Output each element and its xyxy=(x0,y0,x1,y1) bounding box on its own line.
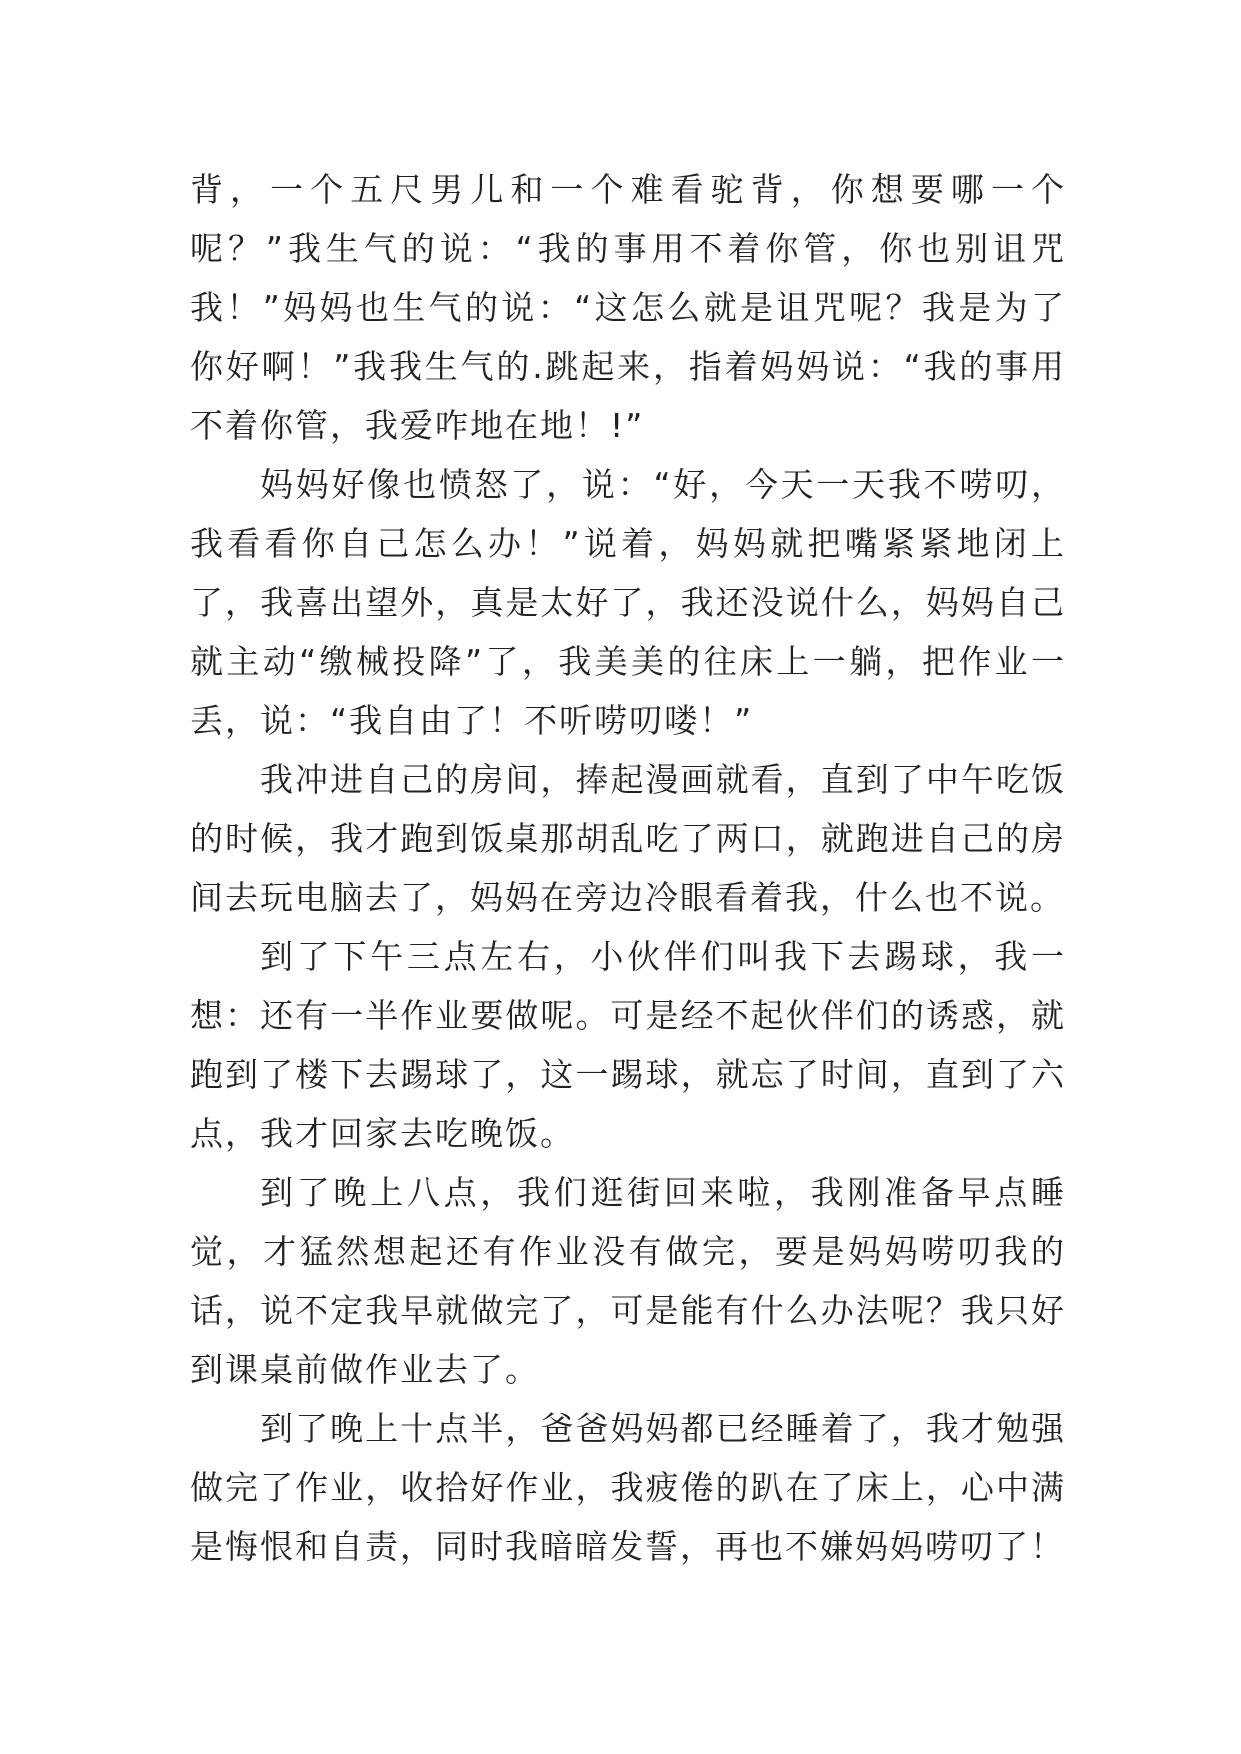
paragraph-3: 我冲进自己的房间，捧起漫画就看，直到了中午吃饭的时候，我才跑到饭桌那胡乱吃了两口，就跑进自己的房间去玩电脑去了，妈妈在旁边冷眼看着我，什么也不说。 xyxy=(190,760,1066,917)
document-body xyxy=(190,160,1066,1576)
paragraph-5: 到了晚上八点，我们逛街回来啦，我刚准备早点睡觉，才猛然想起还有作业没有做完，要是妈妈唠叨我的话，说不定我早就做完了，可是能有什么办法呢？我只好到课桌前做作业去了。 xyxy=(190,1173,1066,1389)
paragraph-1: 背，一个五尺男儿和一个难看驼背，你想要哪一个呢？”我生气的说：“我的事用不着你管，你也别诅咒我！”妈妈也生气的说：“这怎么就是诅咒呢？我是为了你好啊！”我我生气的.跳起来，指着妈妈说：“我的事用不着你管，我爱咋地在地！!” xyxy=(190,170,1066,445)
paragraph-2: 妈妈好像也愤怒了，说：“好，今天一天我不唠叨，我看看你自己怎么办！”说着，妈妈就把嘴紧紧地闭上了，我喜出望外，真是太好了，我还没说什么，妈妈自己就主动“缴械投降”了，我美美的往床上一躺，把作业一丢，说：“我自由了！不听唠叨喽！” xyxy=(190,465,1066,740)
paragraph-6: 到了晚上十点半，爸爸妈妈都已经睡着了，我才勉强做完了作业，收拾好作业，我疲倦的趴在了床上，心中满是悔恨和自责，同时我暗暗发誓，再也不嫌妈妈唠叨了！ xyxy=(190,1409,1066,1566)
paragraph-4: 到了下午三点左右，小伙伴们叫我下去踢球，我一想：还有一半作业要做呢。可是经不起伙伴们的诱惑，就跑到了楼下去踢球了，这一踢球，就忘了时间，直到了六点，我才回家去吃晚饭。 xyxy=(190,937,1066,1153)
